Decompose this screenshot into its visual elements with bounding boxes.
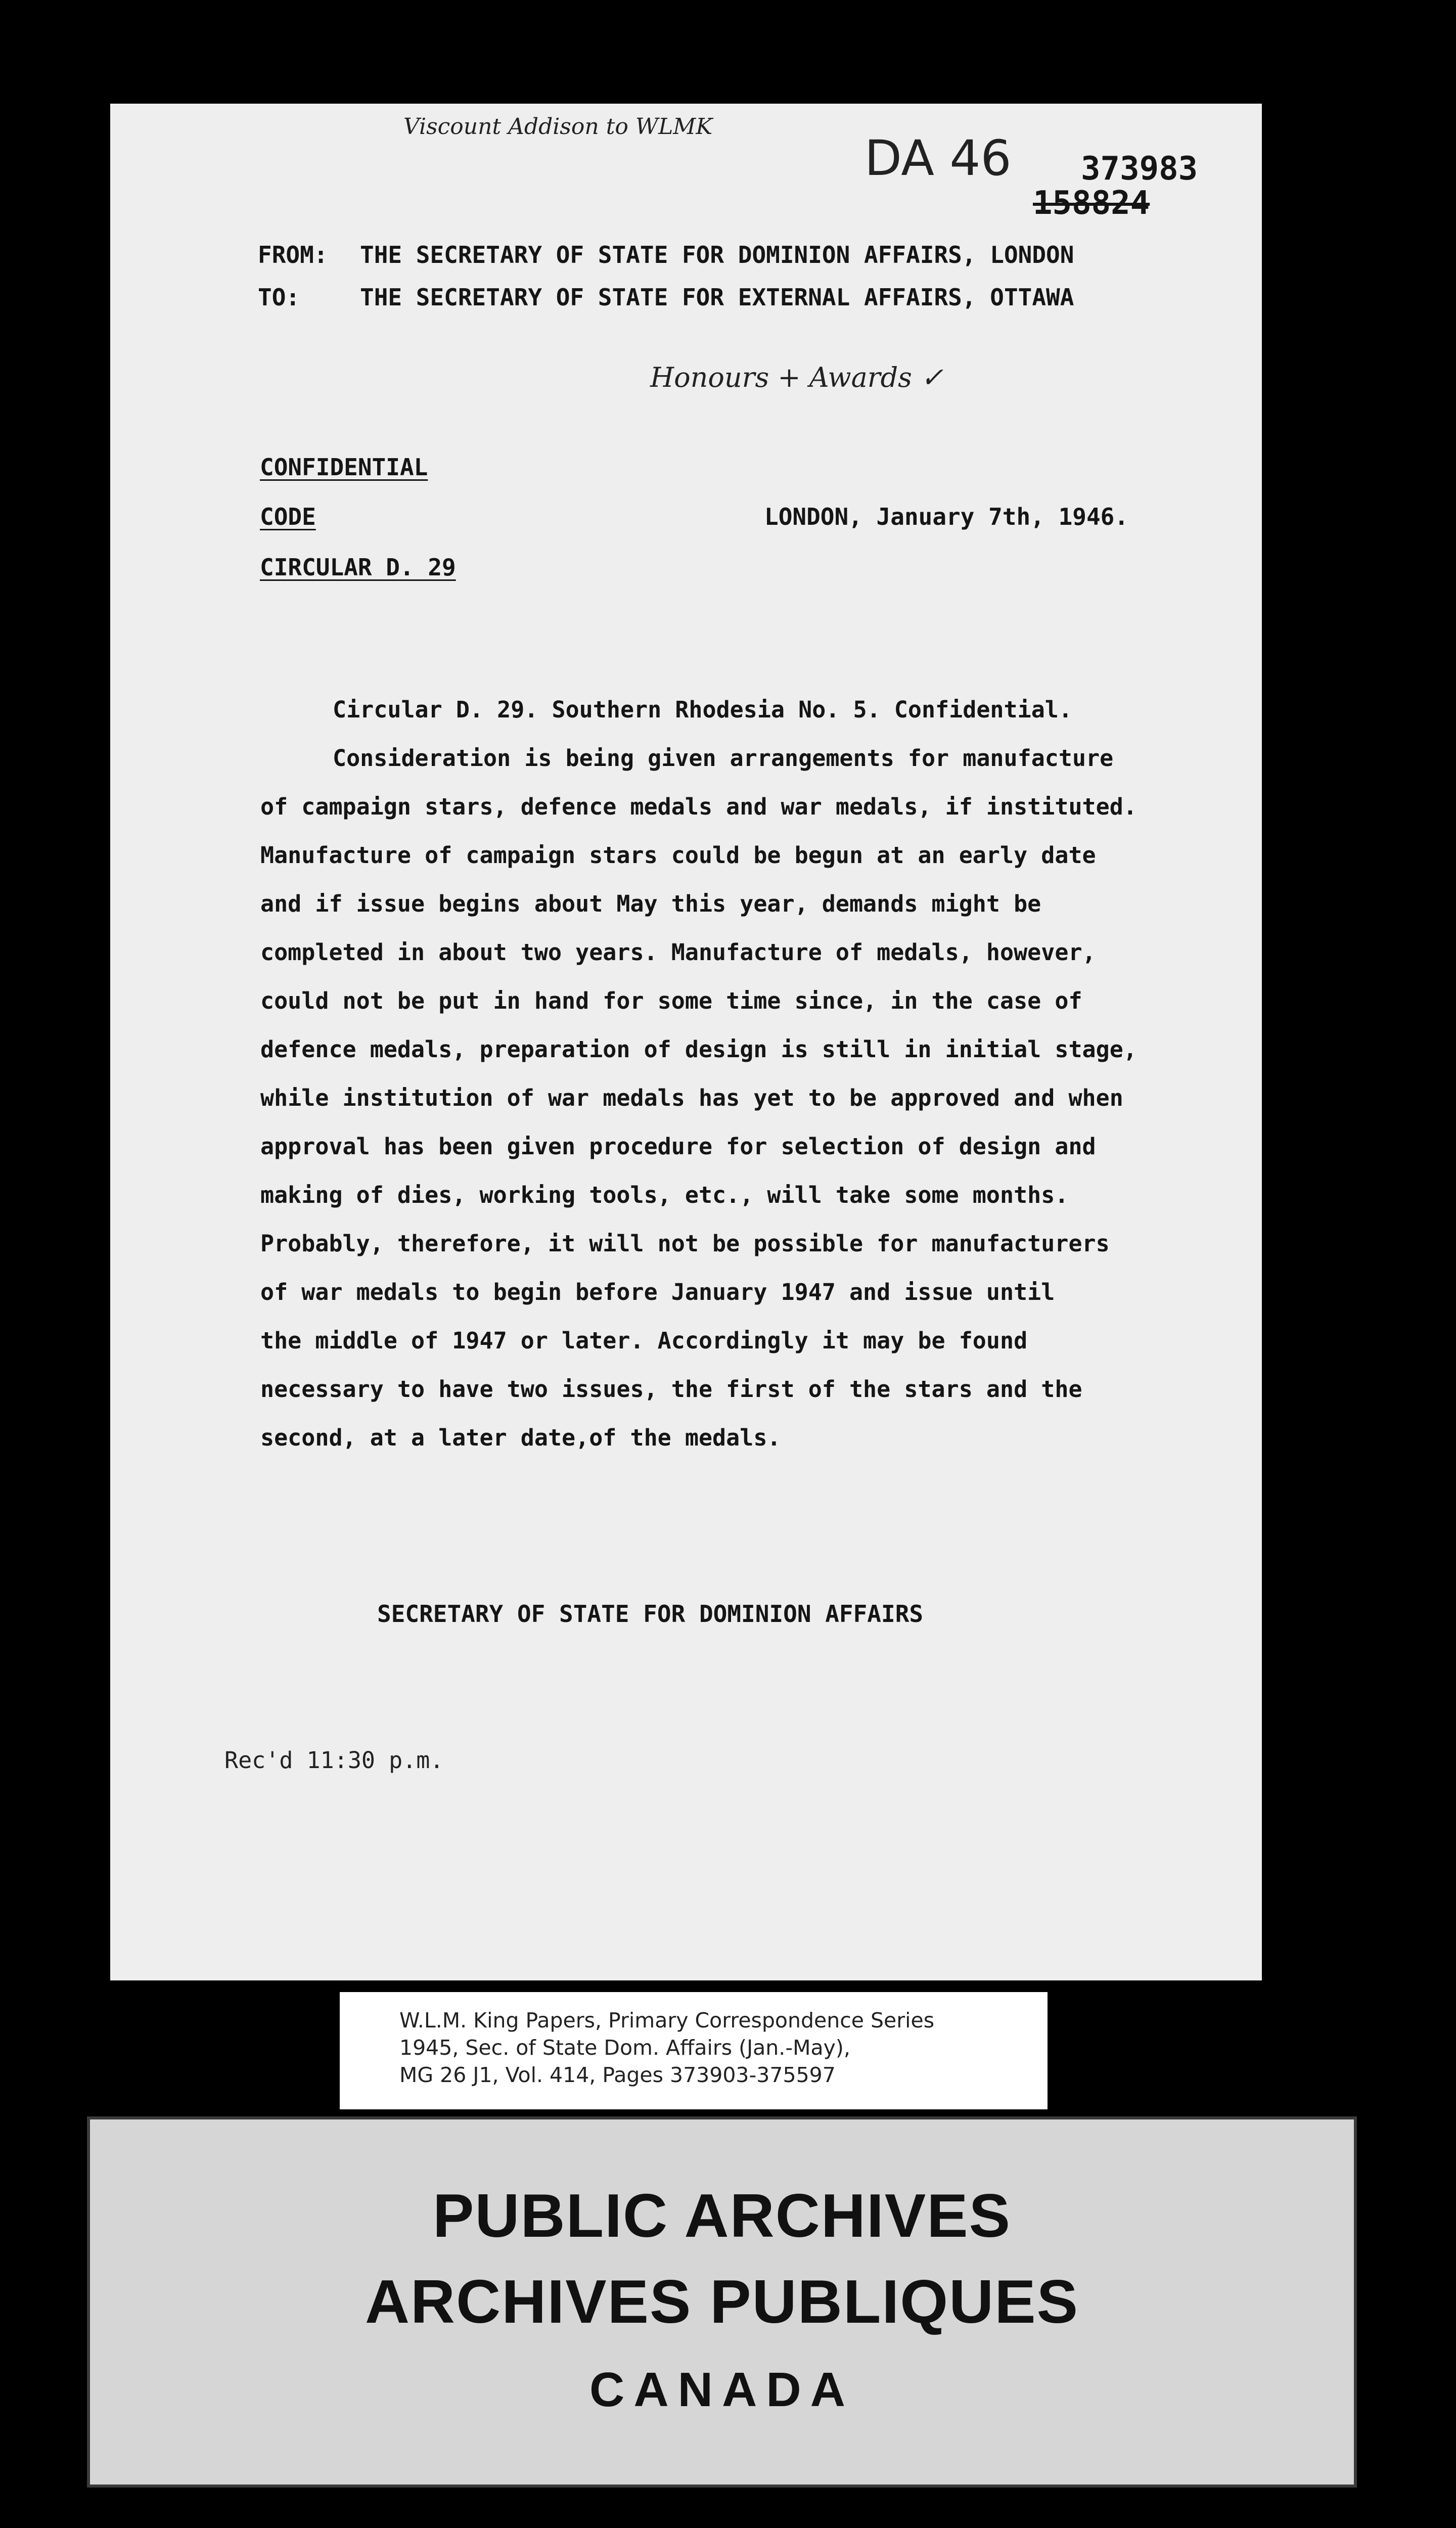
body-line: Circular D. 29. Southern Rhodesia No. 5. Confidential. [333, 696, 1072, 723]
archive-stamp [87, 2116, 1357, 2488]
stamp-line-canada: CANADA [589, 2363, 854, 2417]
body-line: Probably, therefore, it will not be possible for manufacturers [260, 1230, 1110, 1257]
handwritten-annotation: Viscount Addison to WLMK [403, 114, 713, 140]
file-mark: DA 46 [864, 130, 1012, 187]
body-line: necessary to have two issues, the first of the stars and the [260, 1376, 1082, 1403]
body-line: of war medals to begin before January 1947 and issue until [260, 1279, 1055, 1305]
stamp-line-public-archives: PUBLIC ARCHIVES [433, 2181, 1011, 2250]
to-value: THE SECRETARY OF STATE FOR EXTERNAL AFFAIRS, OTTAWA [360, 284, 1074, 311]
stamp-line-archives-publiques: ARCHIVES PUBLIQUES [365, 2267, 1079, 2336]
body-line: while institution of war medals has yet to be approved and when [260, 1085, 1123, 1111]
body-line: making of dies, working tools, etc., will take some months. [260, 1182, 1069, 1208]
body-line: could not be put in hand for some time since, in the case of [260, 987, 1082, 1014]
body-line: defence medals, preparation of design is still in initial stage, [260, 1036, 1137, 1063]
body-line: of campaign stars, defence medals and war medals, if instituted. [260, 793, 1137, 820]
to-label: TO: [258, 284, 300, 311]
body-line: completed in about two years. Manufacture of medals, however, [260, 939, 1096, 966]
from-label: FROM: [258, 241, 328, 268]
body-line: and if issue begins about May this year, demands might be [260, 890, 1041, 917]
struck-number: 158824 [1033, 185, 1150, 222]
body-line: second, at a later date,of the medals. [260, 1424, 781, 1451]
body-line: Manufacture of campaign stars could be begun at an early date [260, 842, 1096, 869]
document-page [110, 104, 1262, 1980]
from-value: THE SECRETARY OF STATE FOR DOMINION AFFAIRS, LONDON [360, 241, 1074, 268]
body-line: approval has been given procedure for selection of design and [260, 1133, 1096, 1160]
page-number: 373983 [1081, 150, 1198, 188]
handwritten-subject: Honours + Awards ✓ [650, 362, 944, 393]
body-line: the middle of 1947 or later. Accordingly it may be found [260, 1327, 1028, 1354]
caption-line: W.L.M. King Papers, Primary Correspondence Series [399, 2008, 935, 2033]
archive-caption [340, 1992, 1048, 2109]
body-line: Consideration is being given arrangements for manufacture [333, 745, 1114, 772]
letter-date: LONDON, January 7th, 1946. [764, 503, 1129, 530]
code-label: CODE [260, 503, 316, 530]
caption-line: 1945, Sec. of State Dom. Affairs (Jan.-May), [399, 2036, 850, 2060]
confidential-label: CONFIDENTIAL [260, 454, 428, 481]
signature-block: SECRETARY OF STATE FOR DOMINION AFFAIRS [377, 1600, 924, 1628]
circular-label: CIRCULAR D. 29 [260, 554, 456, 581]
caption-line: MG 26 J1, Vol. 414, Pages 373903-375597 [399, 2063, 836, 2087]
received-time: Rec'd 11:30 p.m. [224, 1747, 444, 1774]
